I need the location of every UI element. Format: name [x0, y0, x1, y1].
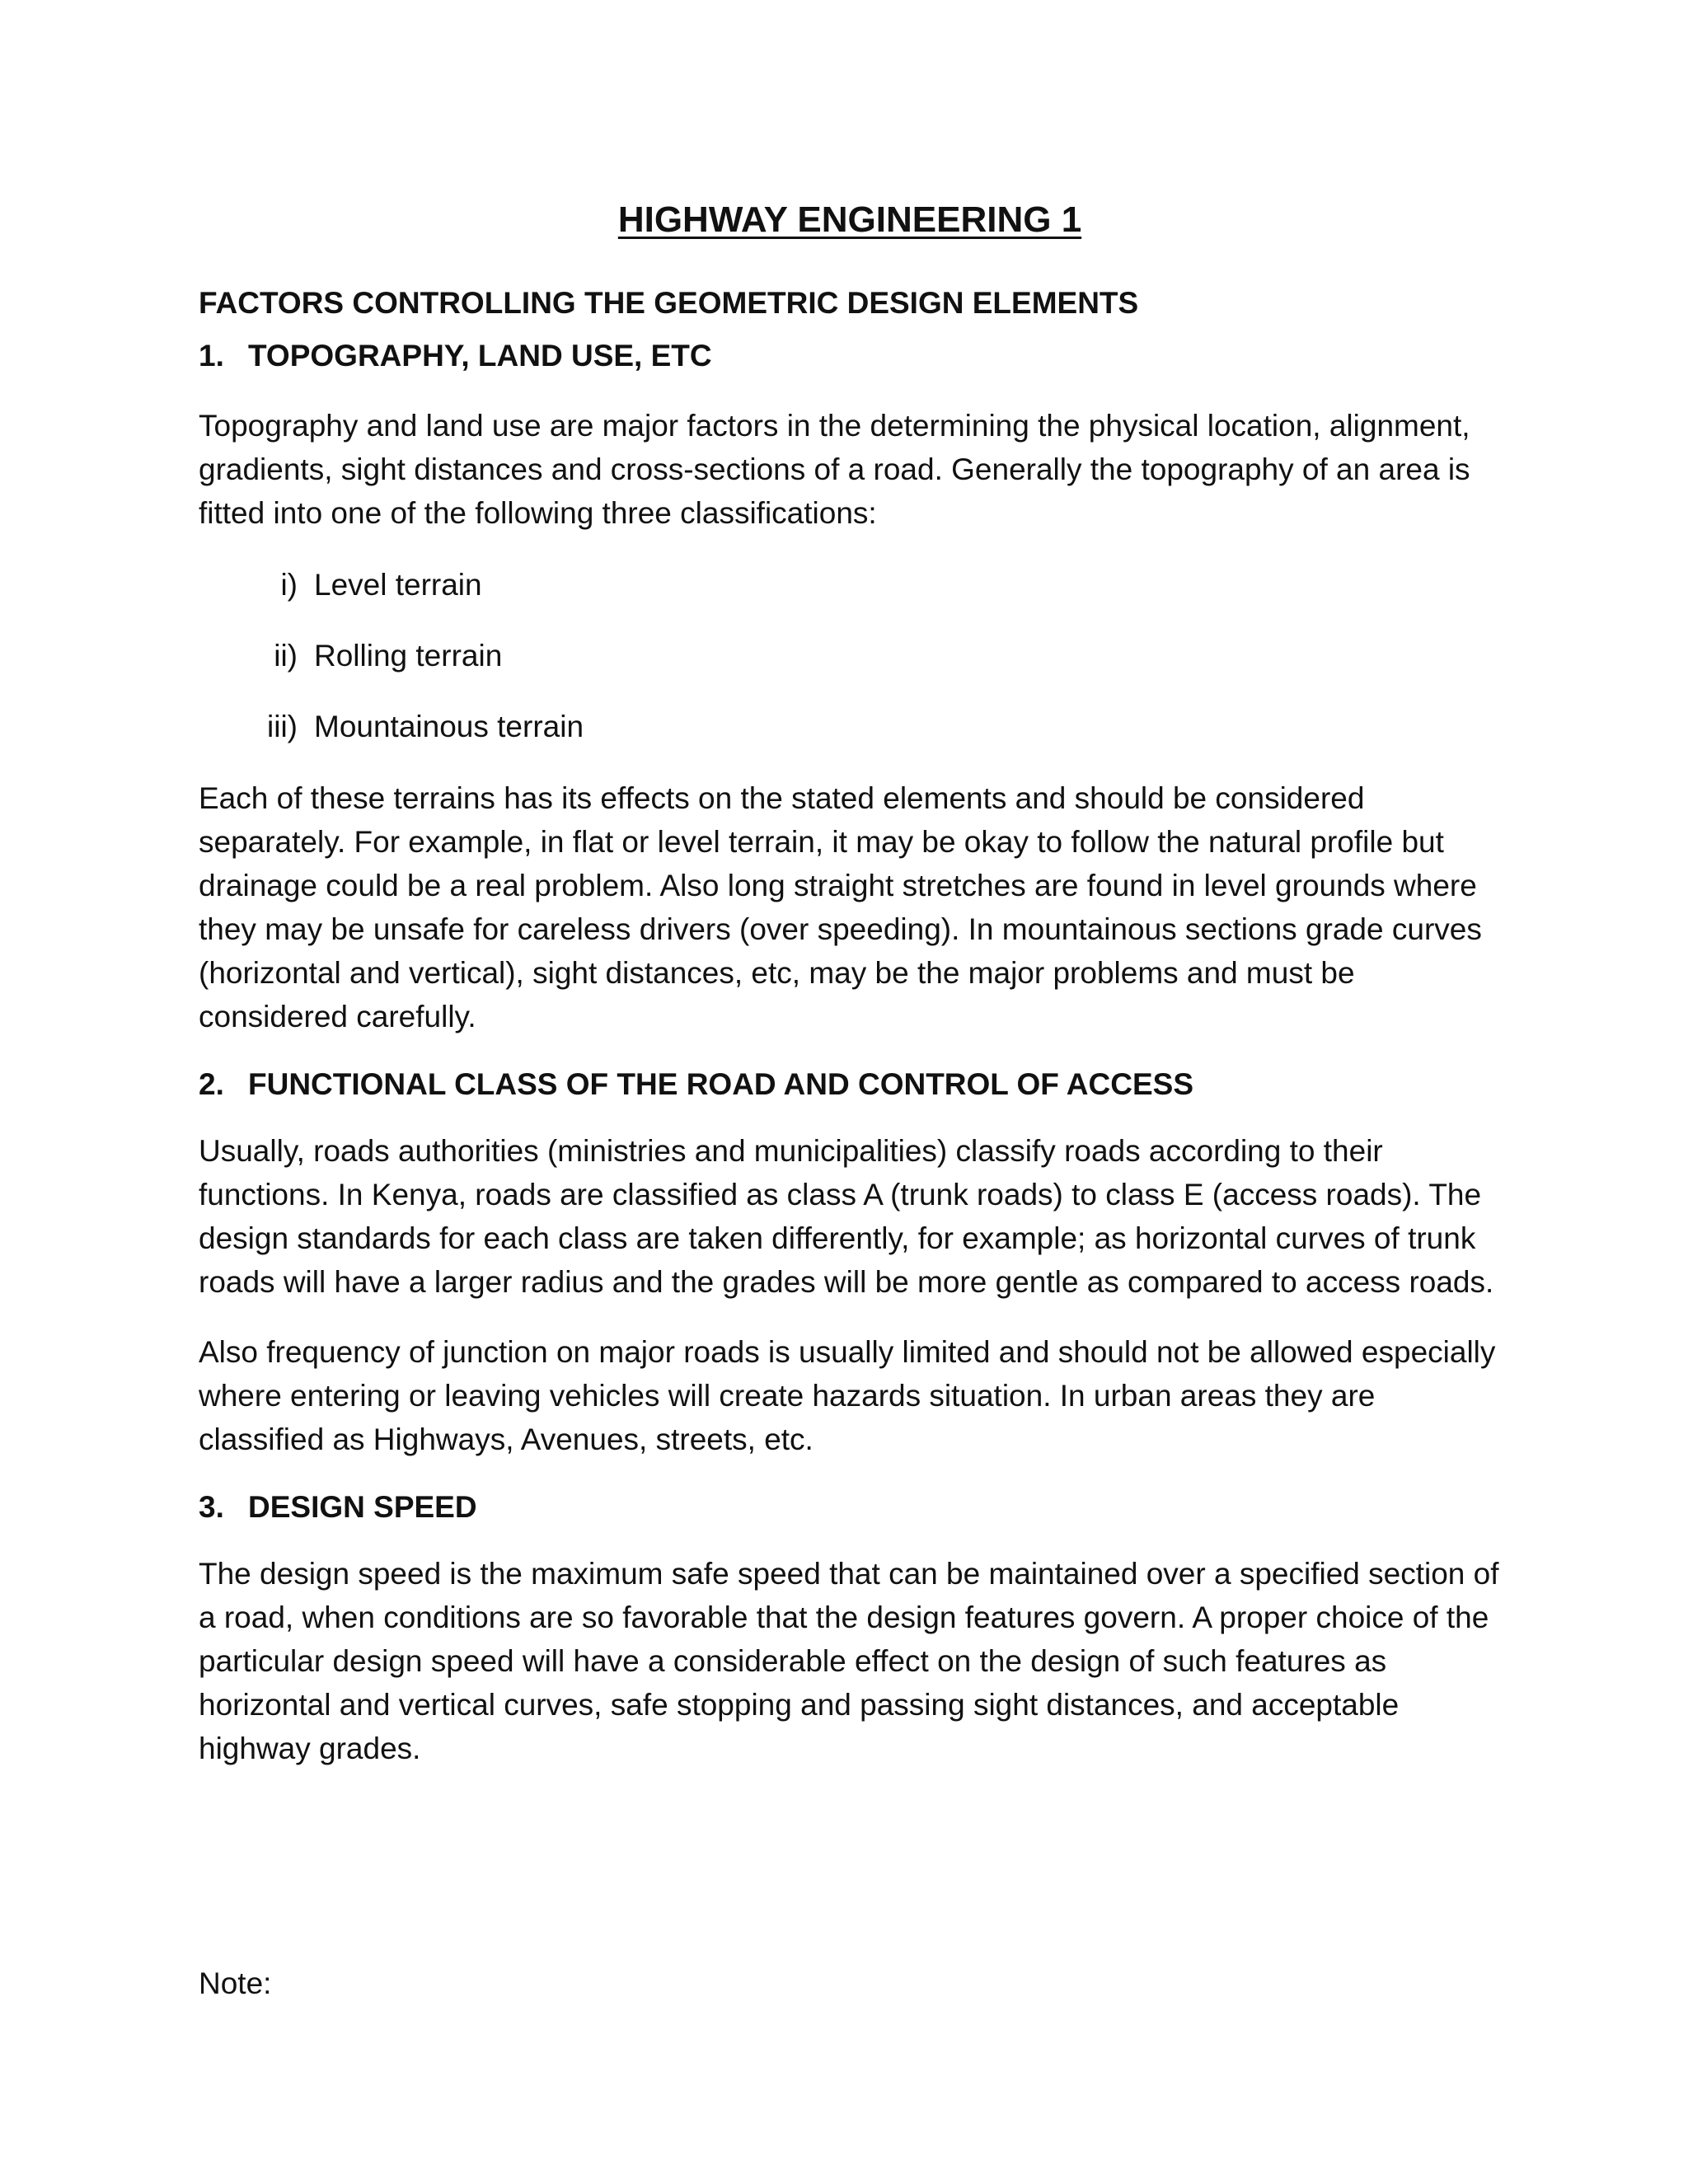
section-title: DESIGN SPEED [248, 1490, 477, 1524]
list-item [199, 563, 1501, 607]
list-marker: ii) [274, 639, 298, 673]
section-number: 3. [199, 1490, 224, 1524]
list-item-text: Level terrain [314, 568, 482, 602]
terrain-list [199, 563, 1501, 748]
section-number: 2. [199, 1067, 224, 1101]
document-body [199, 196, 1501, 1797]
list-item [199, 705, 1501, 748]
list-marker: iii) [267, 710, 298, 743]
list-item-text: Rolling terrain [314, 639, 503, 673]
section-heading-topography [199, 336, 1501, 376]
paragraph: Also frequency of junction on major roads is usually limited and should not be allowed especially where entering or leaving vehicles will create hazards situation. In urban areas they are classified as Highways, Avenues, streets, etc. [199, 1335, 1496, 1456]
paragraph: Usually, roads authorities (ministries and municipalities) classify roads according to their functions. In Kenya, roads are classified as class A (trunk roads) to class E (access roads). The design standards for each class are taken differently, for example; as horizontal curves of trunk roads will have a larger radius and the grades will be more gentle as compared to access roads. [199, 1134, 1494, 1299]
paragraph: Topography and land use are major factors in the determining the physical location, alignment, gradients, sight distances and cross-sections of a road. Generally the topography of an area is fitted into one of the following three classifications: [199, 409, 1470, 530]
main-heading: FACTORS CONTROLLING THE GEOMETRIC DESIGN ELEMENTS [199, 286, 1139, 320]
page-title: HIGHWAY ENGINEERING 1 [617, 199, 1082, 240]
list-item-text: Mountainous terrain [314, 710, 584, 743]
paragraph: The design speed is the maximum safe speed that can be maintained over a specified section of a road, when conditions are so favorable that the design features govern. A proper choice of the particular design speed will have a considerable effect on the design of such features as horizontal and vertical curves, safe stopping and passing sight distances, and acceptable highway grades. [199, 1557, 1499, 1765]
paragraph: Each of these terrains has its effects on the stated elements and should be considered separately. For example, in flat or level terrain, it may be okay to follow the natural profile but drainage could be a real problem. Also long straight stretches are found in level grounds where they may be unsafe for careless drivers (over speeding). In mountainous sections grade curves (horizontal and vertical), sight distances, etc, may be the major problems and must be considered carefully. [199, 781, 1482, 1033]
list-marker: i) [280, 568, 298, 602]
section-heading-functional-class [199, 1065, 1501, 1104]
list-item [199, 634, 1501, 677]
section-number: 1. [199, 339, 224, 373]
note-label: Note: [199, 1966, 272, 2000]
section-title: TOPOGRAPHY, LAND USE, ETC [248, 339, 712, 373]
section-heading-design-speed [199, 1488, 1501, 1527]
section-title: FUNCTIONAL CLASS OF THE ROAD AND CONTROL OF ACCESS [248, 1067, 1193, 1101]
